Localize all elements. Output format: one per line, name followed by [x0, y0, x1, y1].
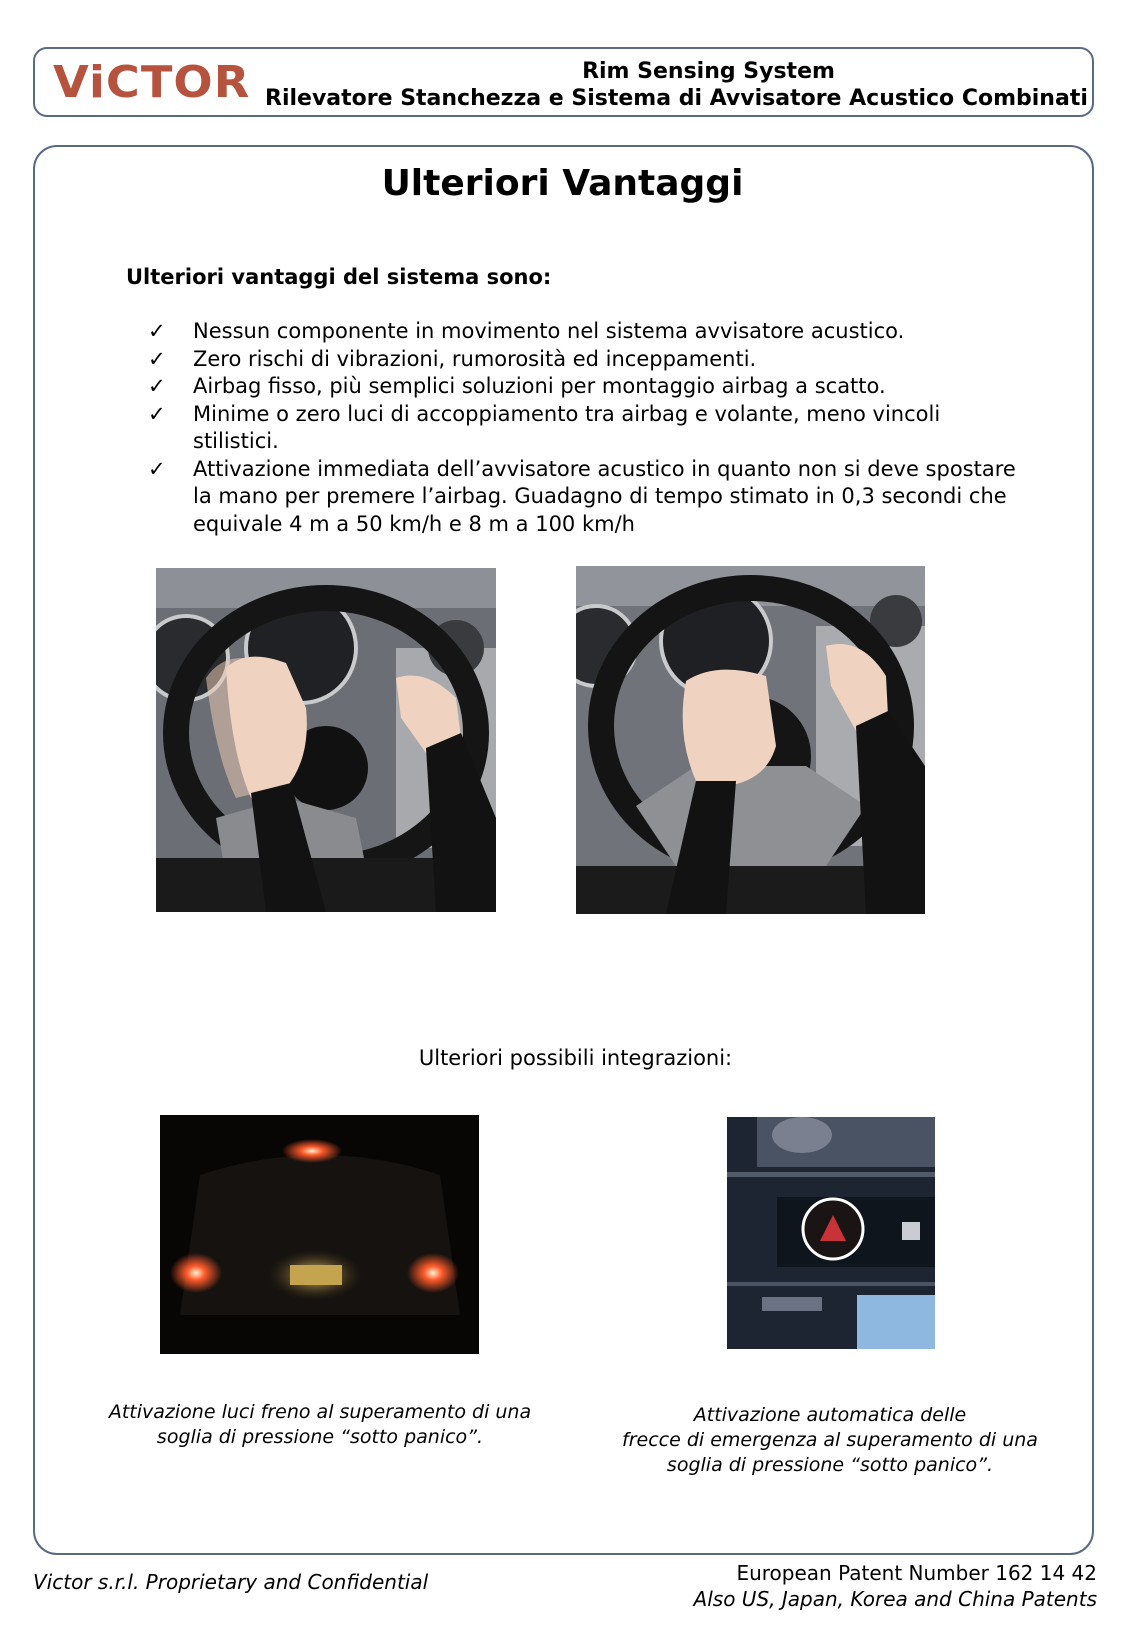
patent-regions: Also US, Japan, Korea and China Patents [693, 1587, 1097, 1611]
patent-number: European Patent Number 162 14 42 [736, 1561, 1097, 1585]
caption-line: soglia di pressione “sotto panico”. [666, 1454, 994, 1476]
benefit-item [148, 373, 1028, 401]
steering-wheel-photo-moving-hand [156, 568, 496, 912]
benefits-list [148, 318, 1028, 538]
checkmark-icon: ✓ [148, 319, 166, 343]
intro-heading: Ulteriori vantaggi del sistema sono: [126, 265, 552, 289]
benefit-item [148, 346, 1028, 374]
hazard-button-photo [727, 1117, 935, 1349]
footer-patents [694, 1560, 1097, 1612]
caption-line: Attivazione automatica delle [693, 1404, 967, 1426]
benefit-text: Nessun componente in movimento nel sistema avvisatore acustico. [193, 319, 905, 343]
brake-lights-photo [160, 1115, 479, 1354]
caption-line: frecce di emergenza al superamento di una [622, 1429, 1038, 1451]
steering-wheel-photo-pressing-rim [576, 566, 925, 914]
checkmark-icon: ✓ [148, 456, 166, 481]
caption-brake-lights [100, 1400, 540, 1450]
benefit-text: Zero rischi di vibrazioni, rumorosità ed inceppamenti. [193, 346, 757, 371]
caption-line: Attivazione luci freno al superamento di una [108, 1401, 532, 1423]
checkmark-icon: ✓ [148, 401, 166, 426]
caption-hazard-lights [620, 1403, 1040, 1478]
header-subtitle: Rilevatore Stanchezza e Sistema di Avvisatore Acustico Combinati [265, 86, 1088, 111]
victor-logo: ViCTOR [53, 57, 251, 108]
checkmark-icon: ✓ [148, 374, 166, 398]
footer-confidential: Victor s.r.l. Proprietary and Confidential [33, 1570, 429, 1594]
benefit-item [148, 401, 1028, 456]
benefit-item [148, 318, 1028, 346]
header-title: Rim Sensing System [582, 59, 835, 84]
benefit-text: Minime o zero luci di accoppiamento tra airbag e volante, meno vincoli stilistici. [193, 401, 941, 453]
benefit-item [148, 456, 1028, 539]
header-box [33, 47, 1094, 117]
integrations-heading: Ulteriori possibili integrazioni: [418, 1046, 733, 1070]
benefit-text: Attivazione immediata dell’avvisatore acustico in quanto non si deve spostare la mano per premere l’airbag. Guadagno di tempo stimato in 0,3 secondi che equivale 4 m a 50 km/h e 8 m a 100 km/h [193, 456, 1016, 536]
checkmark-icon: ✓ [148, 346, 166, 371]
page-title: Ulteriori Vantaggi [381, 163, 744, 204]
caption-line: soglia di pressione “sotto panico”. [156, 1426, 484, 1448]
benefit-text: Airbag fisso, più semplici soluzioni per montaggio airbag a scatto. [193, 374, 886, 398]
